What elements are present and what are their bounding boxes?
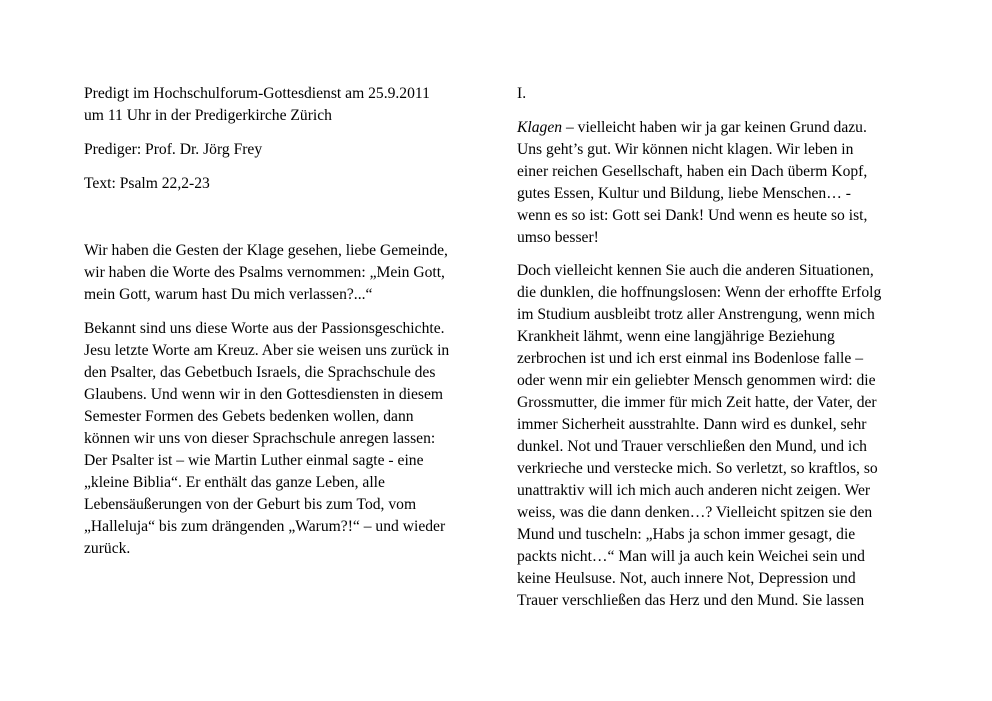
paragraph-line: Doch vielleicht kennen Sie auch die anderen Situationen,	[517, 262, 874, 279]
paragraph-line: Uns geht’s gut. Wir können nicht klagen. Wir leben in	[517, 141, 854, 158]
paragraph-line	[517, 117, 867, 139]
paragraph-line: Grossmutter, die immer für mich Zeit hatte, der Vater, der	[517, 394, 877, 411]
paragraph-line-rest: – vielleicht haben wir ja gar keinen Grund dazu.	[562, 119, 867, 136]
paragraph-line: im Studium ausbleibt trotz aller Anstrengung, wenn mich	[517, 306, 875, 323]
section-number: I.	[517, 85, 527, 102]
paragraph-line: dunkel. Not und Trauer verschließen den Mund, und ich	[517, 438, 867, 455]
scripture-reference: Text: Psalm 22,2-23	[84, 175, 210, 192]
paragraph-line: Der Psalter ist – wie Martin Luther einmal sagte - eine	[84, 452, 424, 469]
paragraph-line: immer Sicherheit ausstrahlte. Dann wird es dunkel, sehr	[517, 416, 867, 433]
sermon-header-line-1: Predigt im Hochschulforum-Gottesdienst am 25.9.2011	[84, 85, 430, 102]
paragraph-line: einer reichen Gesellschaft, haben ein Dach überm Kopf,	[517, 163, 868, 180]
paragraph-line: zurück.	[84, 540, 131, 557]
paragraph-line: Semester Formen des Gebets bedenken wollen, dann	[84, 408, 414, 425]
paragraph-line: weiss, was die dann denken…? Vielleicht spitzen sie den	[517, 504, 873, 521]
paragraph-line: wir haben die Worte des Psalms vernommen: „Mein Gott,	[84, 264, 445, 281]
paragraph-line: den Psalter, das Gebetbuch Israels, die Sprachschule des	[84, 364, 436, 381]
paragraph-line: wenn es so ist: Gott sei Dank! Und wenn es heute so ist,	[517, 207, 868, 224]
paragraph-line: Lebensäußerungen von der Geburt bis zum Tod, vom	[84, 496, 417, 513]
paragraph-line: Trauer verschließen das Herz und den Mund. Sie lassen	[517, 592, 865, 609]
paragraph-line: Jesu letzte Worte am Kreuz. Aber sie weisen uns zurück in	[84, 342, 450, 359]
sermon-header-line-2: um 11 Uhr in der Predigerkirche Zürich	[84, 107, 332, 124]
paragraph-line: „kleine Biblia“. Er enthält das ganze Leben, alle	[84, 474, 385, 491]
emphasized-word: Klagen	[517, 119, 563, 136]
paragraph-line: Mund und tuscheln: „Habs ja schon immer gesagt, die	[517, 526, 856, 543]
paragraph-line: Bekannt sind uns diese Worte aus der Passionsgeschichte.	[84, 320, 445, 337]
paragraph-line: keine Heulsuse. Not, auch innere Not, Depression und	[517, 570, 856, 587]
paragraph-line: zerbrochen ist und ich erst einmal ins Bodenlose falle –	[517, 350, 863, 367]
paragraph-line: „Halleluja“ bis zum drängenden „Warum?!“ – und wieder	[84, 518, 446, 535]
paragraph-line: Wir haben die Gesten der Klage gesehen, liebe Gemeinde,	[84, 242, 448, 259]
preacher-line: Prediger: Prof. Dr. Jörg Frey	[84, 141, 263, 158]
paragraph-line: können wir uns von dieser Sprachschule anregen lassen:	[84, 430, 436, 447]
paragraph-line: mein Gott, warum hast Du mich verlassen?...“	[84, 286, 373, 303]
paragraph-line: gutes Essen, Kultur und Bildung, liebe Menschen… -	[517, 185, 851, 202]
paragraph-line: Glaubens. Und wenn wir in den Gottesdiensten in diesem	[84, 386, 444, 403]
paragraph-line: packts nicht…“ Man will ja auch kein Weichei sein und	[517, 548, 865, 565]
paragraph-line: Krankheit lähmt, wenn eine langjährige Beziehung	[517, 328, 835, 345]
paragraph-line: oder wenn mir ein geliebter Mensch genommen wird: die	[517, 372, 876, 389]
paragraph-line: umso besser!	[517, 229, 599, 246]
paragraph-line: die dunklen, die hoffnungslosen: Wenn der erhoffte Erfolg	[517, 284, 882, 301]
paragraph-line: unattraktiv will ich mich auch anderen nicht zeigen. Wer	[517, 482, 871, 499]
paragraph-line: verkrieche und verstecke mich. So verletzt, so kraftlos, so	[517, 460, 878, 477]
